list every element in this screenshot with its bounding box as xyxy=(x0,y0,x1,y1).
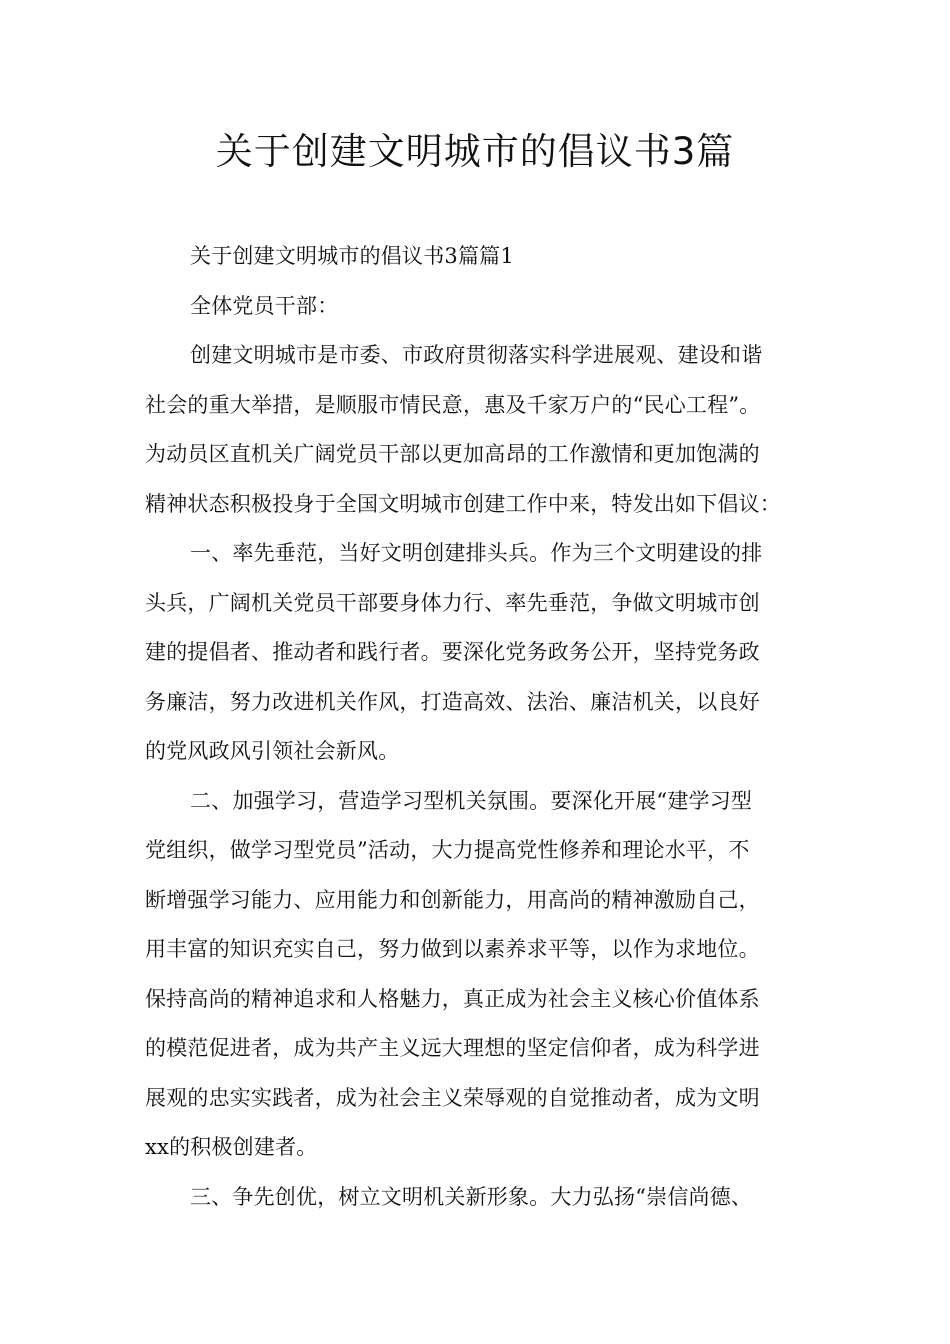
paragraph-line: 为动员区直机关广阔党员干部以更加高昂的工作激情和更加饱满的 xyxy=(145,442,760,466)
section-heading: 关于创建文明城市的倡议书3篇篇1 xyxy=(190,244,514,268)
document-body xyxy=(145,232,810,1222)
paragraph-line: 三、争先创优，树立文明机关新形象。大力弘扬“崇信尚德、 xyxy=(190,1184,753,1209)
paragraph-line: 断增强学习能力、应用能力和创新能力，用高尚的精神激励自己， xyxy=(145,887,760,912)
paragraph-line: 建的提倡者、推动者和践行者。要深化党务政务公开，坚持党务政 xyxy=(145,640,760,664)
paragraph-line: 一、率先垂范，当好文明创建排头兵。作为三个文明建设的排 xyxy=(190,541,763,565)
paragraph-line: 创建文明城市是市委、市政府贯彻落实科学进展观、建设和谐 xyxy=(190,343,763,367)
paragraph-line: 二、加强学习，营造学习型机关氛围。要深化开展“建学习型 xyxy=(190,788,753,813)
paragraph-line: 精神状态积极投身于全国文明城市创建工作中来，特发出如下倡议： xyxy=(145,491,781,516)
paragraph-line: 的党风政风引领社会新风。 xyxy=(145,739,400,763)
paragraph-line: 党组织，做学习型党员”活动，大力提高党性修养和理论水平，不 xyxy=(145,838,750,862)
paragraph-line: 保持高尚的精神追求和人格魅力，真正成为社会主义核心价值体系 xyxy=(145,986,760,1011)
paragraph-line: 头兵，广阔机关党员干部要身体力行、率先垂范，争做文明城市创 xyxy=(145,590,760,615)
paragraph-line: 展观的忠实实践者，成为社会主义荣辱观的自觉推动者，成为文明 xyxy=(145,1085,760,1110)
paragraph-line: xx的积极创建者。 xyxy=(145,1135,318,1159)
paragraph-line: 社会的重大举措，是顺服市情民意，惠及千家万户的“民心工程”。 xyxy=(145,392,761,417)
paragraph-line: 的模范促进者，成为共产主义远大理想的坚定信仰者，成为科学进 xyxy=(145,1036,760,1060)
document-title: 关于创建文明城市的倡议书3篇 xyxy=(215,130,735,173)
paragraph-line: 务廉洁，努力改进机关作风，打造高效、法治、廉洁机关，以良好 xyxy=(145,689,760,714)
salutation: 全体党员干部： xyxy=(190,293,339,318)
paragraph-line: 用丰富的知识充实自己，努力做到以素养求平等，以作为求地位。 xyxy=(145,937,760,961)
